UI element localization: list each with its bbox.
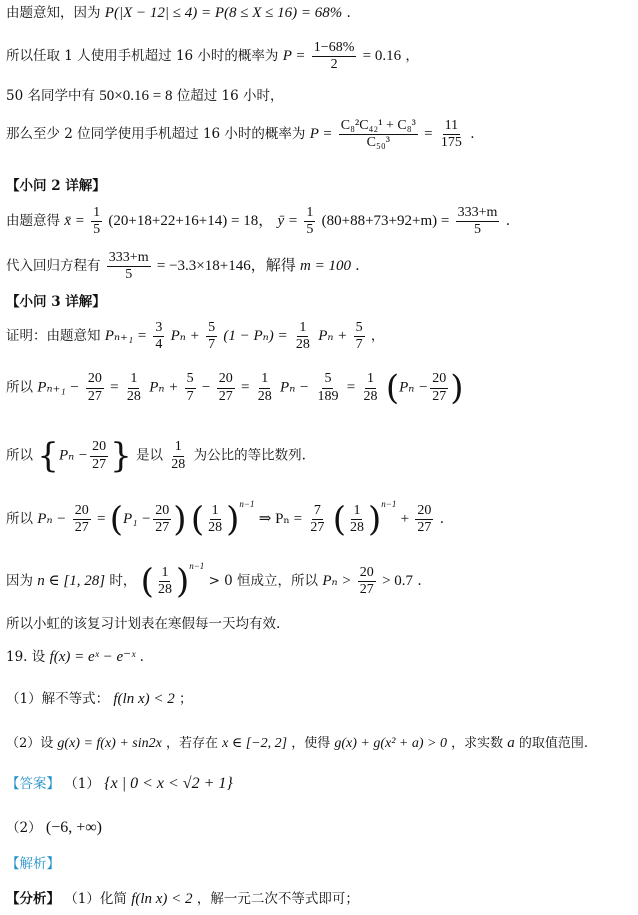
mean-y: ȳ = bbox=[277, 213, 299, 230]
left-paren: ( bbox=[190, 499, 205, 540]
fraction-denominator: C₅₀³ bbox=[366, 135, 390, 151]
answer-part-2 bbox=[6, 820, 102, 836]
fraction bbox=[456, 205, 500, 238]
fraction-numerator: 1 bbox=[210, 503, 221, 520]
fraction bbox=[206, 503, 224, 536]
fraction-denominator: 27 bbox=[218, 388, 233, 404]
math-rhs: = 0.16 bbox=[362, 48, 402, 65]
solution-line-5 bbox=[6, 205, 510, 238]
fraction-numerator: 1−68% bbox=[312, 40, 357, 57]
fraction-numerator: 20 bbox=[73, 503, 91, 520]
fraction bbox=[153, 320, 164, 353]
math-expression: g(x) + g(x² + a) > 0 bbox=[334, 736, 447, 751]
problem-19-part-1 bbox=[6, 692, 193, 707]
text: ， bbox=[370, 328, 385, 345]
mean-x: x̄ = bbox=[64, 213, 85, 230]
math-rhs: > 0.7 bbox=[382, 573, 414, 589]
answer-part-1 bbox=[6, 776, 233, 792]
text: 由题意得 bbox=[6, 213, 60, 230]
right-paren: ) bbox=[450, 368, 464, 408]
fraction-numerator: 20 bbox=[415, 503, 433, 520]
math-term: Pₙ + bbox=[170, 328, 200, 345]
left-paren: ( bbox=[109, 499, 124, 540]
answer-label: 【答案】 bbox=[6, 776, 60, 792]
fraction-denominator: 5 bbox=[306, 222, 314, 238]
solution-line-12: 所以小虹的该复习计划表在寒假每一天均有效. bbox=[6, 616, 281, 632]
fraction-denominator: 27 bbox=[74, 520, 89, 535]
right-paren: ) bbox=[173, 499, 187, 540]
math-expression: f(ln x) < 2 bbox=[113, 691, 175, 707]
plus-sign: + bbox=[400, 511, 410, 527]
equals-sign: = bbox=[240, 379, 250, 396]
text: （1）化简 bbox=[64, 891, 127, 907]
left-paren: ( bbox=[140, 561, 154, 602]
fraction bbox=[315, 371, 340, 404]
fraction bbox=[294, 320, 312, 353]
fraction-numerator: 1 bbox=[159, 565, 170, 582]
math-term: P₁ − bbox=[123, 511, 152, 527]
equals-sign: = bbox=[424, 126, 433, 143]
fraction-numerator: 1 bbox=[91, 205, 102, 222]
solution-line-2 bbox=[6, 40, 419, 73]
text: （2）设 bbox=[6, 736, 54, 751]
text: . bbox=[417, 573, 422, 589]
math-expression: g(x) = f(x) + sin2x bbox=[57, 736, 162, 751]
left-paren: ( bbox=[332, 499, 346, 540]
fraction-numerator: 1 bbox=[259, 371, 270, 388]
right-paren: ) bbox=[226, 499, 240, 540]
text: . bbox=[505, 213, 511, 230]
fraction-denominator: 7 bbox=[208, 337, 216, 353]
math-expression: P(|X − 12| ≤ 4) = P(8 ≤ X ≤ 16) = 68% bbox=[104, 5, 343, 21]
analysis-label: 【解析】 bbox=[6, 856, 60, 872]
fraction-numerator: 1 bbox=[304, 205, 315, 222]
fraction-denominator: 28 bbox=[363, 388, 378, 404]
text: . bbox=[355, 258, 360, 275]
fraction bbox=[153, 503, 171, 536]
text: 由题意知，因为 bbox=[6, 5, 101, 21]
section-heading-2: 【小问 2 详解】 bbox=[6, 178, 106, 194]
solution-line-1 bbox=[6, 6, 351, 21]
fraction-numerator: 5 bbox=[185, 371, 196, 388]
fraction-numerator: 7 bbox=[312, 503, 323, 520]
problem-19-part-2 bbox=[6, 736, 588, 751]
fraction bbox=[107, 250, 151, 283]
fraction-numerator: 333+m bbox=[456, 205, 500, 222]
text: > 0 恒成立，所以 bbox=[208, 573, 319, 589]
text: 时， bbox=[109, 573, 137, 589]
fraction bbox=[430, 371, 448, 404]
exponent: n−1 bbox=[239, 499, 255, 509]
text: ，解一元二次不等式即可； bbox=[196, 891, 359, 907]
fraction bbox=[339, 118, 418, 151]
fraction-denominator: 28 bbox=[126, 388, 141, 404]
math-term: Pₙ − bbox=[280, 379, 310, 396]
text: ； bbox=[179, 691, 193, 707]
fraction-numerator: 20 bbox=[430, 371, 448, 388]
text: 位超过 16 小时， bbox=[176, 88, 284, 104]
text: . bbox=[346, 5, 351, 21]
text: （1） bbox=[64, 776, 100, 792]
solution-line-8 bbox=[6, 368, 464, 408]
fraction-numerator: 20 bbox=[153, 503, 171, 520]
solution-line-7 bbox=[6, 320, 384, 353]
math-expression: = −3.3×18+146，解得 bbox=[156, 258, 296, 275]
math-expression: (20+18+22+16+14) = 18， bbox=[108, 213, 274, 230]
fraction-denominator: 189 bbox=[317, 388, 339, 404]
fraction-denominator: 4 bbox=[155, 337, 163, 353]
text: 19. 设 bbox=[6, 649, 46, 665]
fraction bbox=[90, 439, 108, 472]
math-condition: n ∈ [1, 28] bbox=[37, 573, 106, 589]
fraction-denominator: 27 bbox=[310, 520, 325, 535]
fraction bbox=[217, 371, 235, 404]
right-paren: ) bbox=[367, 499, 382, 540]
fraction-numerator: 11 bbox=[443, 118, 460, 135]
text: （1）解不等式： bbox=[6, 691, 110, 707]
fraction-denominator: 28 bbox=[257, 388, 272, 404]
math-result: m = 100 bbox=[300, 258, 351, 275]
math-term: (1 − Pₙ) = bbox=[223, 328, 288, 345]
text: . bbox=[470, 126, 475, 143]
equals-sign: = bbox=[346, 379, 356, 396]
math-expression: f(x) = eˣ − e⁻ˣ bbox=[49, 649, 136, 665]
text: 所以 bbox=[6, 511, 33, 527]
fraction-denominator: 27 bbox=[359, 582, 374, 597]
fraction-numerator: 5 bbox=[354, 320, 365, 337]
fraction bbox=[362, 371, 380, 404]
section-heading-3: 【小问 3 详解】 bbox=[6, 294, 106, 310]
fraction-numerator: 1 bbox=[351, 503, 362, 520]
fraction bbox=[358, 565, 376, 598]
fraction-denominator: 175 bbox=[440, 135, 462, 151]
fraction bbox=[156, 565, 174, 598]
fraction-numerator: 1 bbox=[173, 439, 184, 456]
fraction bbox=[348, 503, 366, 536]
fraction-numerator: 1 bbox=[365, 371, 376, 388]
fraction-denominator: 27 bbox=[432, 388, 447, 404]
variable-a: a bbox=[507, 735, 515, 751]
fraction-denominator: 27 bbox=[155, 520, 170, 535]
text: 所以 bbox=[6, 447, 33, 464]
fraction-numerator: 20 bbox=[90, 439, 108, 456]
problem-19-definition bbox=[6, 650, 144, 665]
fraction-denominator: 5 bbox=[125, 267, 133, 283]
fraction bbox=[304, 205, 315, 238]
text: ，若存在 bbox=[165, 736, 218, 751]
math-lhs: Pₙ − bbox=[37, 511, 67, 527]
fraction bbox=[354, 320, 365, 353]
fraction bbox=[206, 320, 217, 353]
fraction-numerator: 5 bbox=[206, 320, 217, 337]
math-term: Pₙ − bbox=[399, 379, 429, 396]
fraction-denominator: 28 bbox=[208, 520, 223, 535]
solution-line-11 bbox=[6, 561, 422, 602]
fraction bbox=[169, 439, 187, 472]
text: 是以 bbox=[136, 447, 163, 464]
math-expression: x ∈ [−2, 2] bbox=[222, 736, 288, 751]
text: ，求实数 bbox=[451, 736, 504, 751]
fraction-denominator: 28 bbox=[295, 337, 310, 353]
fraction bbox=[125, 371, 143, 404]
solution-line-10 bbox=[6, 499, 444, 540]
text: 所以任取 1 人使用手机超过 16 小时的概率为 bbox=[6, 48, 279, 65]
equals-sign: = bbox=[110, 379, 119, 396]
solution-line-3 bbox=[6, 89, 284, 104]
fraction-denominator: 7 bbox=[186, 388, 194, 404]
math-term: Pₙ + bbox=[318, 328, 348, 345]
fraction bbox=[439, 118, 464, 151]
text: 因为 bbox=[6, 573, 33, 589]
exponent: n−1 bbox=[189, 561, 205, 571]
exponent: n−1 bbox=[381, 499, 397, 509]
implies-arrow: ⇒ Pₙ = bbox=[258, 511, 303, 527]
fraction bbox=[312, 40, 357, 73]
text: . bbox=[439, 511, 444, 527]
solution-line-9 bbox=[6, 436, 306, 476]
math-term: Pₙ − bbox=[58, 447, 89, 464]
fraction-numerator: 20 bbox=[358, 565, 376, 582]
right-brace: } bbox=[110, 436, 132, 476]
fraction bbox=[415, 503, 433, 536]
text: 的取值范围. bbox=[518, 736, 589, 751]
text: . bbox=[139, 649, 144, 665]
math-lhs: Pₙ₊₁ − bbox=[37, 379, 80, 396]
math-lhs: P = bbox=[309, 126, 333, 143]
text: 证明：由题意知 bbox=[6, 328, 101, 345]
fraction bbox=[91, 205, 102, 238]
fraction-numerator: 20 bbox=[86, 371, 104, 388]
fraction-denominator: 28 bbox=[349, 520, 364, 535]
fraction-denominator: 5 bbox=[474, 222, 482, 238]
analysis-heading bbox=[6, 858, 60, 872]
analysis-part-1 bbox=[6, 892, 359, 907]
fraction-denominator: 5 bbox=[93, 222, 101, 238]
fraction-denominator: 28 bbox=[171, 456, 186, 472]
fraction-denominator: 27 bbox=[87, 388, 102, 404]
left-brace: { bbox=[37, 436, 59, 476]
fraction-numerator: 5 bbox=[322, 371, 333, 388]
text: ， bbox=[405, 48, 419, 65]
answer-interval: (−6, +∞) bbox=[45, 819, 102, 836]
math-expression: f(ln x) < 2 bbox=[131, 891, 193, 907]
left-paren: ( bbox=[385, 368, 400, 408]
math-term: − bbox=[201, 379, 211, 396]
fraction bbox=[73, 503, 91, 536]
text: 所以 bbox=[6, 379, 33, 396]
fraction-numerator: 3 bbox=[153, 320, 164, 337]
fraction-denominator: 27 bbox=[92, 456, 107, 472]
fraction-numerator: 1 bbox=[297, 320, 308, 337]
fraction-denominator: 2 bbox=[330, 57, 338, 73]
text: 代入回归方程有 bbox=[6, 258, 101, 275]
fraction-numerator: 333+m bbox=[107, 250, 151, 267]
fraction-numerator: C₈²C₄₂¹ + C₈³ bbox=[339, 118, 418, 135]
text: （2） bbox=[6, 820, 42, 836]
solution-line-6 bbox=[6, 250, 360, 283]
fraction bbox=[256, 371, 274, 404]
math-term: Pₙ + bbox=[149, 379, 179, 396]
fraction-numerator: 1 bbox=[128, 371, 139, 388]
math-expression: 50×0.16 = 8 bbox=[99, 88, 173, 104]
answer-set-expression: {x | 0 < x < √2 + 1} bbox=[104, 775, 233, 792]
equals-sign: = bbox=[97, 511, 106, 527]
fraction bbox=[185, 371, 196, 404]
right-paren: ) bbox=[175, 561, 190, 602]
math-expression: (80+88+73+92+m) = bbox=[321, 213, 450, 230]
text: ，使得 bbox=[291, 736, 331, 751]
math-lhs: P = bbox=[282, 48, 306, 65]
fraction bbox=[86, 371, 104, 404]
fraction-numerator: 20 bbox=[217, 371, 235, 388]
math-lhs: Pₙ > bbox=[322, 573, 352, 589]
math-lhs: Pₙ₊₁ = bbox=[104, 328, 148, 345]
fraction-denominator: 27 bbox=[417, 520, 432, 535]
text: 50 名同学中有 bbox=[6, 88, 95, 104]
solution-line-4 bbox=[6, 118, 474, 151]
fraction-denominator: 28 bbox=[157, 582, 172, 597]
fraction-denominator: 7 bbox=[355, 337, 363, 353]
analysis-sub-label: 【分析】 bbox=[6, 891, 60, 907]
text: 那么至少 2 位同学使用手机超过 16 小时的概率为 bbox=[6, 126, 306, 143]
text: 为公比的等比数列. bbox=[193, 447, 306, 464]
fraction bbox=[308, 503, 326, 536]
